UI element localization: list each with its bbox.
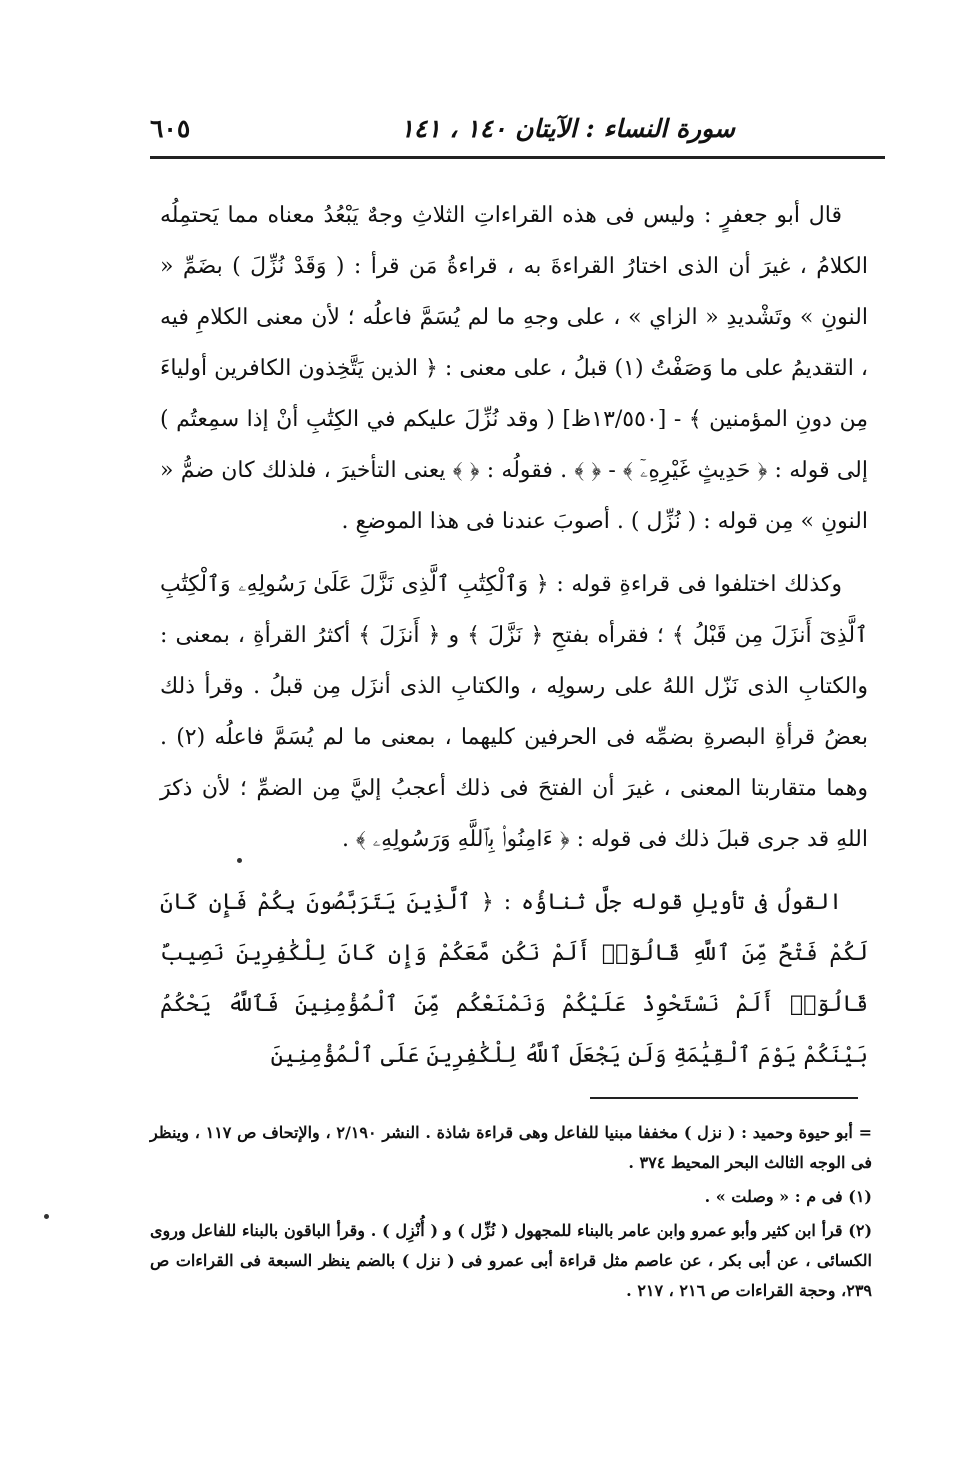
speck-mark bbox=[44, 1214, 49, 1219]
page-number: ٦٠٥ bbox=[150, 114, 191, 143]
paragraph-2: وكذلك اختلفوا فى قراءةِ قوله : ﴿ وَٱلْكِتَٰبِ ٱلَّذِى نَزَّلَ عَلَىٰ رَسُولِهِۦ وَٱلْكِتَٰبِ ٱلَّذِىٓ أَنزَلَ مِن قَبْلُ ﴾ ؛ فقرأه بفتحِ ﴿ نَزَّلَ ﴾ و ﴿ أَنزَلَ ﴾ أكثرُ القرأةِ ، بمعنى : والكتابِ الذى نَزّل اللهُ على رسولِه ، والكتابِ الذى أنزَل مِن قبلُ . وقرأ ذلك بعضُ قرأةِ البصرةِ بضمِّه فى الحرفين كليهما ، بمعنى ما لم يُسَمَّ فاعلُه (٢) . وهما متقاربتا المعنى ، غيرَ أن الفتحَ فى ذلك أعجبُ إليَّ مِن الضمِّ ؛ لأن ذكرَ اللهِ قد جرى قبلَ ذلك فى قوله : ﴿ ءَامِنُوا۟ بِٱللَّهِ وَرَسُولِهِۦ ﴾ . bbox=[160, 572, 868, 852]
speck-mark bbox=[237, 858, 242, 863]
footnotes bbox=[150, 1118, 872, 1310]
running-header bbox=[150, 106, 885, 156]
header-title: سورة النساء : الآيتان ١٤٠ ، ١٤١ bbox=[400, 114, 735, 143]
header-rule bbox=[150, 156, 885, 159]
paragraph-3: القولُ فى تأويلِ قوله جلَّ ثناؤُه : ﴿ ٱلَّذِينَ يَتَرَبَّصُونَ بِكُمْ فَإِن كَانَ لَكُمْ فَتْحٌ مِّنَ ٱللَّهِ قَالُوٓا۟ أَلَمْ نَكُن مَّعَكُمْ وَإِن كَانَ لِلْكَٰفِرِينَ نَصِيبٌ قَالُوٓا۟ أَلَمْ نَسْتَحْوِذْ عَلَيْكُمْ وَنَمْنَعْكُم مِّنَ ٱلْمُؤْمِنِينَ فَٱللَّهُ يَحْكُمُ بَيْنَكُمْ يَوْمَ ٱلْقِيَٰمَةِ وَلَن يَجْعَلَ ٱللَّهُ لِلْكَٰفِرِينَ عَلَى ٱلْمُؤْمِنِينَ bbox=[160, 890, 868, 1068]
footnote-rule bbox=[590, 1097, 858, 1099]
paragraph-1: قال أبو جعفرٍ : وليس فى هذه القراءاتِ الثلاثِ وجهٌ يَبْعُدُ معناه مما يَحتمِلُه الكلامُ ، غيرَ أن الذى اختارُ القراءةَ به ، قراءةُ مَن قرأ : ( وَقَدْ نُزِّلَ ) بضَمِّ « النونِ » وتَشْديدِ « الزاي » ، على وجهِ ما لم يُسَمَّ فاعلُه ؛ لأن معنى الكلامِ فيه ، التقديمُ على ما وَصَفْتُ (١) قبلُ ، على معنى : ﴿ الذين يَتَّخِذون الكافرين أولياءَ مِن دونِ المؤمنين ﴾ - [١٣/٥٥٠ظ] ( وقد نُزِّلَ عليكم في الكِتَٰبِ أنْ إذا سمِعتُم ) إلى قوله : ﴿ حَدِيثٍ غَيْرِهِۦٓ ﴾ - ﴿ ﴾ . فقولُه : ﴿ ﴾ يعنى التأخيرَ ، فلذلك كان ضمُّ « النونِ » مِن قوله : ( نُزِّل ) . أصوبَ عندنا فى هذا الموضعِ . bbox=[160, 203, 868, 534]
footnote-2: (٢) قرأ ابن كثير وأبو عمرو وابن عامر بالبناء للمجهول ( نُزِّل ) و ( أُنْزِل ) . وقرأ الباقون بالبناء للفاعل وروى الكسائى ، عن أبى بكر ، عن عاصم مثل قراءة أبى عمرو فى ( نزل ) بالضم ينظر السبعة فى القراءات ص ٢٣٩، وحجة القراءات ص ٢١٦ ، ٢١٧ . bbox=[150, 1221, 873, 1300]
footnote-continuation: = أبو حيوة وحميد : ( نزل ) مخففا مبنيا للفاعل وهى قراءة شاذة . النشر ٢/١٩٠ ، والإتحاف ص ١١٧ ، وينظر فى الوجه الثالث البحر المحيط ٣٧٤ . bbox=[150, 1123, 873, 1172]
footnote-1: (١) فى م : « وصلت » . bbox=[704, 1187, 872, 1206]
main-text bbox=[160, 190, 868, 1081]
